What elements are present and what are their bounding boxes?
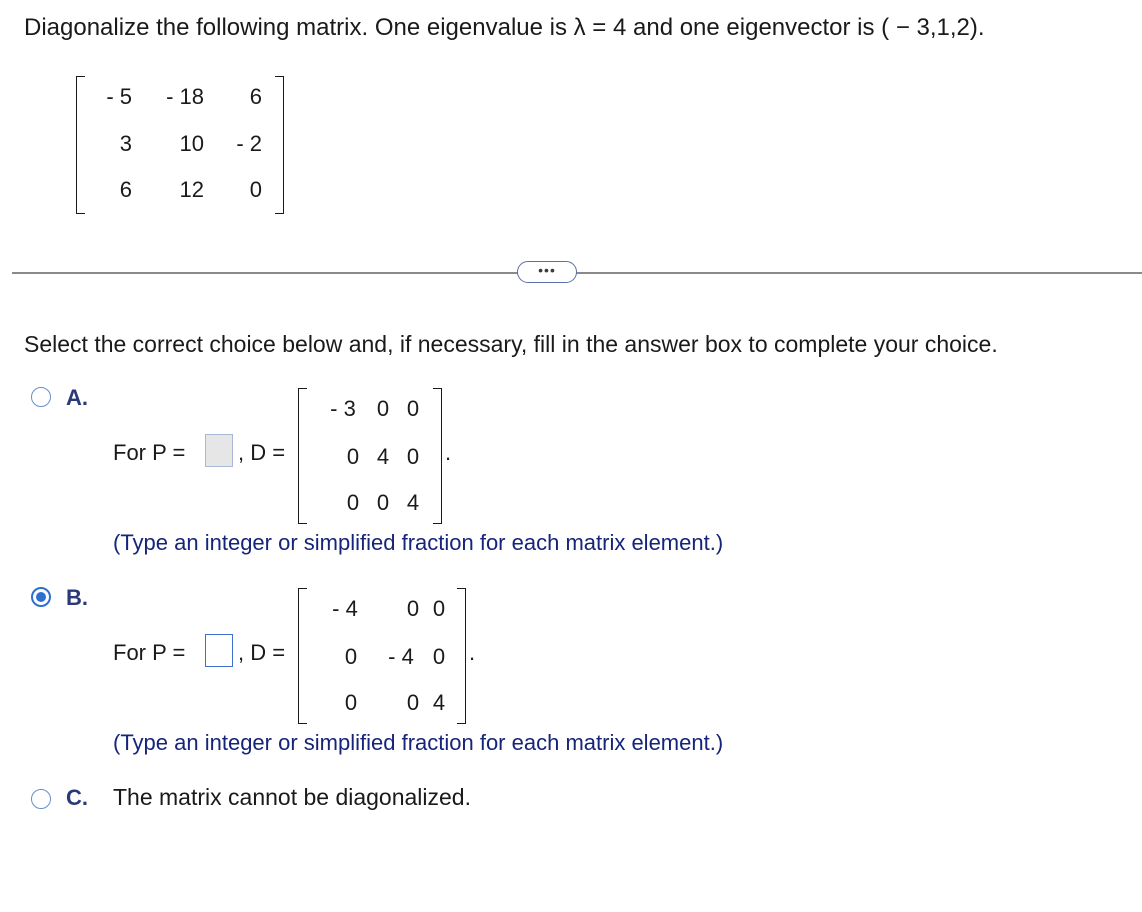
choice-b-hint: (Type an integer or simplified fraction for each matrix element.) xyxy=(113,730,724,755)
matrix-cell: - 4 xyxy=(388,644,414,669)
matrix-cell: 0 xyxy=(376,396,390,421)
choice-b-radio[interactable] xyxy=(31,587,51,607)
choice-a-period: . xyxy=(445,440,452,465)
choice-a-for-p-label: For P = xyxy=(113,440,186,465)
matrix-cell: 0 xyxy=(406,690,420,715)
matrix-cell: - 18 xyxy=(166,84,204,109)
matrix-cell: 4 xyxy=(376,444,390,469)
choice-a-hint: (Type an integer or simplified fraction for each matrix element.) xyxy=(113,530,724,555)
instruction-text: Select the correct choice below and, if necessary, fill in the answer box to complete your choice. xyxy=(24,331,998,357)
choice-c-letter: C. xyxy=(66,785,88,810)
matrix-cell: 0 xyxy=(344,690,358,715)
matrix-cell: - 5 xyxy=(106,84,132,109)
matrix-cell: 4 xyxy=(406,490,420,515)
matrix-cell: 3 xyxy=(119,131,132,156)
choice-b-d-label: , D = xyxy=(238,640,286,665)
matrix-cell: - 2 xyxy=(236,131,262,156)
d-matrix-left-bracket xyxy=(298,588,307,724)
matrix-cell: 12 xyxy=(179,177,204,202)
section-divider xyxy=(12,272,1142,274)
d-matrix-left-bracket xyxy=(298,388,307,524)
matrix-cell: 0 xyxy=(406,444,420,469)
matrix-cell: 6 xyxy=(119,177,132,202)
matrix-cell: 0 xyxy=(406,596,420,621)
choice-a-radio[interactable] xyxy=(31,387,51,407)
choice-c-text: The matrix cannot be diagonalized. xyxy=(113,784,471,810)
d-matrix-right-bracket xyxy=(457,588,466,724)
matrix-cell: 0 xyxy=(376,490,390,515)
matrix-cell: 0 xyxy=(346,444,360,469)
d-matrix-right-bracket xyxy=(433,388,442,524)
matrix-cell: 4 xyxy=(432,690,446,715)
choice-b-period: . xyxy=(469,640,476,665)
choice-b-p-answer-box[interactable] xyxy=(205,634,233,667)
matrix-cell: 0 xyxy=(344,644,358,669)
matrix-cell: - 4 xyxy=(332,596,358,621)
question-text: Diagonalize the following matrix. One eigenvalue is λ = 4 and one eigenvector is ( − 3,1,2). xyxy=(24,14,985,41)
matrix-cell: 6 xyxy=(249,84,262,109)
choice-a-letter: A. xyxy=(66,385,88,410)
matrix-cell: 0 xyxy=(346,490,360,515)
matrix-cell: 0 xyxy=(406,396,420,421)
choice-b-for-p-label: For P = xyxy=(113,640,186,665)
matrix-cell: 0 xyxy=(249,177,262,202)
choice-a-p-answer-box[interactable] xyxy=(205,434,233,467)
matrix-cell: - 3 xyxy=(330,396,356,421)
matrix-cell: 0 xyxy=(432,644,446,669)
matrix-cell: 10 xyxy=(179,131,204,156)
choice-b-letter: B. xyxy=(66,585,88,610)
choice-c-radio[interactable] xyxy=(31,789,51,809)
matrix-left-bracket xyxy=(76,76,85,214)
choice-a-d-label: , D = xyxy=(238,440,286,465)
more-options-button[interactable]: ••• xyxy=(517,261,577,283)
matrix-cell: 0 xyxy=(432,596,446,621)
matrix-right-bracket xyxy=(275,76,284,214)
